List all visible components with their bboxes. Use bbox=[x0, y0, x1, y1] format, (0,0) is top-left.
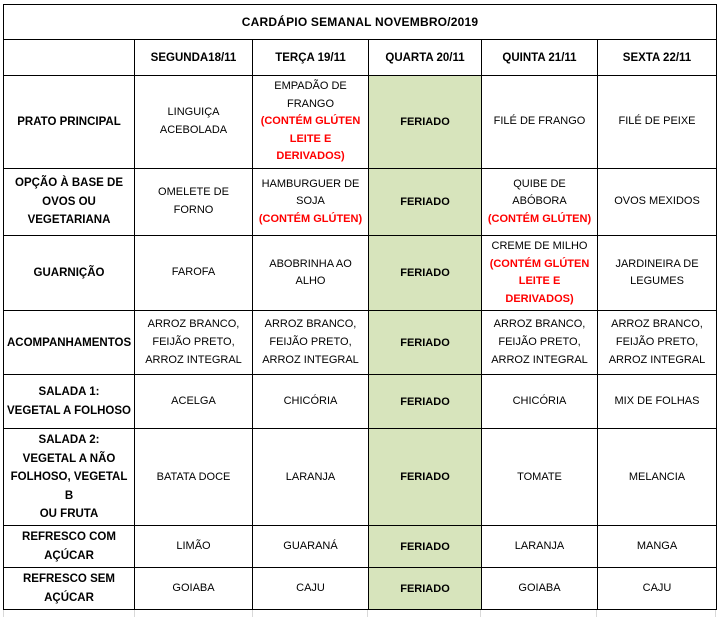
menu-item-line: CAJU bbox=[296, 581, 325, 594]
menu-cell bbox=[253, 375, 369, 429]
menu-row bbox=[4, 236, 717, 311]
menu-item-line: LEGUMES bbox=[630, 275, 684, 288]
row-label bbox=[4, 429, 135, 526]
menu-cell bbox=[135, 169, 253, 236]
menu-cell bbox=[482, 429, 598, 526]
menu-item-line: FEIJÃO PRETO, bbox=[498, 336, 581, 349]
allergen-warning-line: LEITE E DERIVADOS) bbox=[276, 132, 345, 163]
menu-cell bbox=[598, 526, 717, 568]
menu-item-line: FEIJÃO PRETO, bbox=[152, 336, 235, 349]
row-label bbox=[4, 169, 135, 236]
menu-item-line: SOJA bbox=[296, 195, 325, 208]
menu-cell bbox=[482, 568, 598, 610]
menu-cell bbox=[253, 568, 369, 610]
row-label-line: AÇÚCAR bbox=[44, 549, 94, 562]
menu-cell bbox=[482, 526, 598, 568]
row-label-line: REFRESCO COM bbox=[22, 531, 116, 544]
table-title: CARDÁPIO SEMANAL NOVEMBRO/2019 bbox=[4, 5, 717, 40]
menu-cell bbox=[135, 311, 253, 375]
row-label bbox=[4, 568, 135, 610]
day-header: SEXTA 22/11 bbox=[598, 40, 717, 76]
menu-item-line: LINGUIÇA bbox=[167, 106, 220, 119]
menu-row bbox=[4, 526, 717, 568]
menu-item-line: FILÉ DE FRANGO bbox=[493, 115, 586, 128]
menu-cell bbox=[135, 568, 253, 610]
row-label-line: OVOS OU bbox=[42, 195, 96, 208]
row-label bbox=[4, 375, 135, 429]
menu-cell bbox=[135, 526, 253, 568]
row-label-line: OPÇÃO À BASE DE bbox=[15, 177, 123, 190]
day-header: SEGUNDA18/11 bbox=[135, 40, 253, 76]
menu-item-line: FAROFA bbox=[171, 266, 216, 279]
menu-item-line: QUIBE DE ABÓBORA bbox=[512, 177, 567, 208]
menu-cell bbox=[598, 311, 717, 375]
menu-cell bbox=[598, 568, 717, 610]
menu-item-line: MANGA bbox=[636, 539, 678, 552]
corner-cell bbox=[4, 40, 135, 76]
menu-item-line: FILÉ DE PEIXE bbox=[618, 115, 696, 128]
feriado-cell: FERIADO bbox=[369, 236, 482, 311]
menu-cell bbox=[482, 236, 598, 311]
menu-item-line: OVOS MEXIDOS bbox=[614, 195, 700, 208]
feriado-cell: FERIADO bbox=[369, 429, 482, 526]
row-label-line: REFRESCO SEM bbox=[22, 573, 115, 586]
row-label-line: GUARNIÇÃO bbox=[33, 266, 105, 279]
menu-row bbox=[4, 76, 717, 169]
menu-item-line: EMPADÃO DE bbox=[274, 80, 347, 93]
menu-cell bbox=[482, 311, 598, 375]
menu-cell bbox=[135, 236, 253, 311]
feriado-cell: FERIADO bbox=[369, 568, 482, 610]
menu-cell bbox=[482, 375, 598, 429]
allergen-warning-line: (CONTÉM GLÚTEN bbox=[489, 257, 590, 270]
menu-cell bbox=[135, 429, 253, 526]
menu-item-line: ARROZ INTEGRAL bbox=[491, 353, 588, 366]
feriado-cell: FERIADO bbox=[369, 76, 482, 169]
allergen-warning-line: LEITE E DERIVADOS) bbox=[505, 275, 574, 305]
row-label-line: VEGETAL A NÃO bbox=[22, 452, 116, 465]
menu-row bbox=[4, 169, 717, 236]
feriado-cell: FERIADO bbox=[369, 169, 482, 236]
menu-item-line: GOIABA bbox=[172, 581, 215, 594]
menu-item-line: MIX DE FOLHAS bbox=[614, 395, 700, 408]
day-header: QUINTA 21/11 bbox=[482, 40, 598, 76]
menu-item-line: LARANJA bbox=[285, 470, 336, 483]
menu-cell bbox=[135, 375, 253, 429]
row-label-line: SALADA 1: bbox=[38, 386, 100, 399]
row-label bbox=[4, 311, 135, 375]
menu-cell bbox=[482, 76, 598, 169]
allergen-warning-line: (CONTÉM GLÚTEN bbox=[260, 115, 361, 128]
menu-row bbox=[4, 375, 717, 429]
menu-item-line: ABOBRINHA AO bbox=[269, 257, 352, 270]
menu-item-line: LARANJA bbox=[514, 539, 565, 552]
menu-item-line: CREME DE MILHO bbox=[491, 240, 588, 252]
menu-item-line: ARROZ INTEGRAL bbox=[145, 353, 242, 366]
row-label-line: SALADA 2: bbox=[38, 434, 100, 447]
menu-cell bbox=[253, 236, 369, 311]
feriado-cell: FERIADO bbox=[369, 311, 482, 375]
menu-item-line: MELANCIA bbox=[628, 470, 686, 483]
menu-item-line: LIMÃO bbox=[176, 539, 211, 552]
menu-row bbox=[4, 311, 717, 375]
row-label-line: PRATO PRINCIPAL bbox=[17, 115, 121, 128]
menu-cell bbox=[598, 429, 717, 526]
menu-cell bbox=[253, 76, 369, 169]
menu-cell bbox=[253, 526, 369, 568]
menu-item-line: JARDINEIRA DE bbox=[615, 257, 699, 270]
row-label-line: ACOMPANHAMENTOS bbox=[7, 336, 132, 349]
menu-item-line: ARROZ BRANCO, bbox=[147, 318, 240, 331]
menu-cell bbox=[598, 375, 717, 429]
menu-item-line: GOIABA bbox=[518, 581, 561, 594]
menu-item-line: ARROZ BRANCO, bbox=[493, 318, 586, 331]
menu-item-line: CAJU bbox=[642, 581, 672, 594]
gridline-hint bbox=[3, 610, 716, 617]
menu-item-line: TOMATE bbox=[517, 470, 562, 483]
header-row bbox=[4, 40, 717, 76]
row-label-line: VEGETAL A FOLHOSO bbox=[7, 404, 131, 417]
menu-item-line: ALHO bbox=[295, 275, 326, 288]
menu-cell bbox=[253, 311, 369, 375]
day-header: TERÇA 19/11 bbox=[253, 40, 369, 76]
menu-item-line: ARROZ BRANCO, bbox=[264, 318, 357, 331]
menu-item-line: FEIJÃO PRETO, bbox=[615, 336, 699, 349]
menu-item-line: ARROZ BRANCO, bbox=[611, 318, 703, 331]
title-row bbox=[4, 5, 717, 40]
row-label-line: VEGETARIANA bbox=[27, 214, 111, 227]
menu-table bbox=[3, 4, 717, 610]
menu-cell bbox=[253, 429, 369, 526]
menu-item-line: OMELETE DE FORNO bbox=[158, 186, 229, 216]
menu-item-line: ARROZ INTEGRAL bbox=[262, 353, 359, 366]
row-label bbox=[4, 76, 135, 169]
menu-cell bbox=[598, 76, 717, 169]
menu-item-line: BATATA DOCE bbox=[156, 470, 231, 483]
menu-item-line: ARROZ INTEGRAL bbox=[608, 353, 706, 366]
feriado-cell: FERIADO bbox=[369, 375, 482, 429]
menu-row bbox=[4, 429, 717, 526]
menu-item-line: CHICÓRIA bbox=[283, 395, 338, 408]
menu-item-line: ACEBOLADA bbox=[159, 124, 228, 136]
menu-cell bbox=[598, 169, 717, 236]
menu-item-line: FRANGO bbox=[286, 97, 335, 110]
row-label-line: AÇÚCAR bbox=[44, 591, 94, 604]
row-label bbox=[4, 526, 135, 568]
menu-item-line: GUARANÁ bbox=[283, 539, 338, 552]
menu-cell bbox=[598, 236, 717, 311]
menu-row bbox=[4, 568, 717, 610]
menu-item-line: ACELGA bbox=[171, 395, 216, 408]
row-label bbox=[4, 236, 135, 311]
allergen-warning-line: (CONTÉM GLÚTEN) bbox=[258, 212, 363, 225]
menu-cell bbox=[253, 169, 369, 236]
menu-item-line: FEIJÃO PRETO, bbox=[269, 336, 352, 349]
menu-cell bbox=[482, 169, 598, 236]
feriado-cell: FERIADO bbox=[369, 526, 482, 568]
menu-item-line: HAMBURGUER DE bbox=[261, 177, 360, 190]
menu-cell bbox=[135, 76, 253, 169]
allergen-warning-line: (CONTÉM GLÚTEN) bbox=[487, 212, 592, 225]
day-header: QUARTA 20/11 bbox=[369, 40, 482, 76]
menu-item-line: CHICÓRIA bbox=[512, 395, 567, 408]
row-label-line: OU FRUTA bbox=[39, 507, 99, 520]
row-label-line: FOLHOSO, VEGETAL B bbox=[10, 471, 128, 502]
